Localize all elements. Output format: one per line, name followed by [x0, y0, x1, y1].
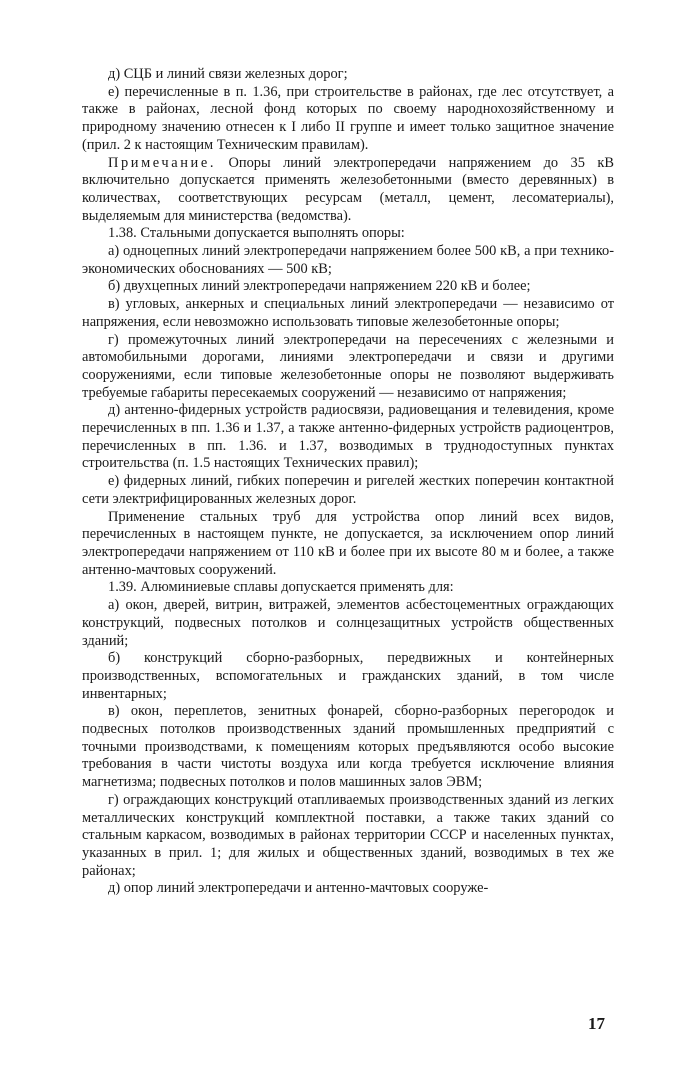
clause-1-39-item-d: д) опор линий электропередачи и антенно-мачтовых сооруже- — [108, 880, 489, 897]
page-number: 17 — [588, 1014, 605, 1033]
clause-1-38-item-a: а) одноцепных линий электропередачи напряжением более 500 кВ, а при технико-экономических обоснованиях — 500 кВ; — [82, 243, 614, 277]
clause-1-38-item-b: б) двухцепных линий электропередачи напряжением 220 кВ и более; — [108, 278, 531, 295]
clause-1-39-item-b: б) конструкций сборно-разборных, передвижных и контейнерных производственных, вспомогательных и гражданских зданий, в том числе инвентарных; — [82, 650, 614, 702]
clause-1-39-item-v: в) окон, переплетов, зенитных фонарей, сборно-разборных перегородок и подвесных потолков производственных зданий промышленных предприятий с точными производствами, к помещениям которых предъявляются особо высокие требования в части чистоты воздуха или когда требуется исключение влияния магнетизма; подвесных потолков и полов машинных залов ЭВМ; — [82, 703, 614, 791]
item-e-forest-areas: е) перечисленные в п. 1.36, при строительстве в районах, где лес отсутствует, а также в районах, лесной фонд которых по своему народнохозяйственному и природному значению отнесен к I либо II группе и имеет только защитное значение (прил. 2 к настоящим Техническим правилам). — [82, 83, 614, 153]
clause-1-38-item-v: в) угловых, анкерных и специальных линий электропередачи — независимо от напряжения, если невозможно использовать типовые железобетонные опоры; — [82, 296, 614, 330]
clause-1-38-pipes-paragraph: Применение стальных труб для устройства опор линий всех видов, перечисленных в настоящем пункте, не допускается, за исключением опор линий электропередачи напряжением от 110 кВ и более при их высоте 80 м и более, а также антенно-мачтовых сооружений. — [82, 508, 614, 578]
note-paragraph — [82, 155, 614, 226]
clause-1-39-item-a: а) окон, дверей, витрин, витражей, элементов асбестоцементных ограждающих конструкций, подвесных потолков и солнцезащитных устройств общественных зданий; — [82, 597, 614, 649]
clause-1-39-item-g: г) ограждающих конструкций отапливаемых производственных зданий из легких металлических конструкций комплектной поставки, а также таких зданий со стальным каркасом, возводимых в районах территории СССР и населенных пунктах, указанных в прил. 1; для жилых и общественных зданий, возводимых в тех же районах; — [82, 791, 614, 879]
note-text: Опоры линий электропередачи напряжением до 35 кВ включительно допускается применять железобетонными (вместо деревянных) в количествах, соответствующих ресурсам (металл, цемент, лесоматериалы), выделяемым для министерства (ведомства). — [82, 154, 614, 224]
note-label: Примечание. — [108, 154, 217, 171]
clause-1-38-item-d: д) антенно-фидерных устройств радиосвязи, радиовещания и телевидения, кроме перечисленных в пп. 1.36 и 1.37, а также антенно-фидерных устройств радиоцентров, перечисленных в пп. 1.36. и 1.37, возводимых в труднодоступных пунктах строительства (п. 1.5 настоящих Технических правил); — [82, 402, 614, 472]
item-d-signalling: д) СЦБ и линий связи железных дорог; — [108, 66, 348, 82]
clause-1-38-item-e: е) фидерных линий, гибких поперечин и ригелей жестких поперечин контактной сети электрифицированных железных дорог. — [82, 473, 614, 507]
clause-1-38-heading: 1.38. Стальными допускается выполнять опоры: — [108, 225, 405, 242]
clause-1-39-heading: 1.39. Алюминиевые сплавы допускается применять для: — [108, 579, 454, 596]
clause-1-38-item-g: г) промежуточных линий электропередачи на пересечениях с железными и автомобильными дорогами, линиями электропередачи и связи и другими сооружениями, если типовые железобетонные опоры не позволяют выдерживать требуемые габариты пересекаемых сооружений — независимо от напряжения; — [82, 331, 614, 401]
document-body — [82, 66, 614, 898]
